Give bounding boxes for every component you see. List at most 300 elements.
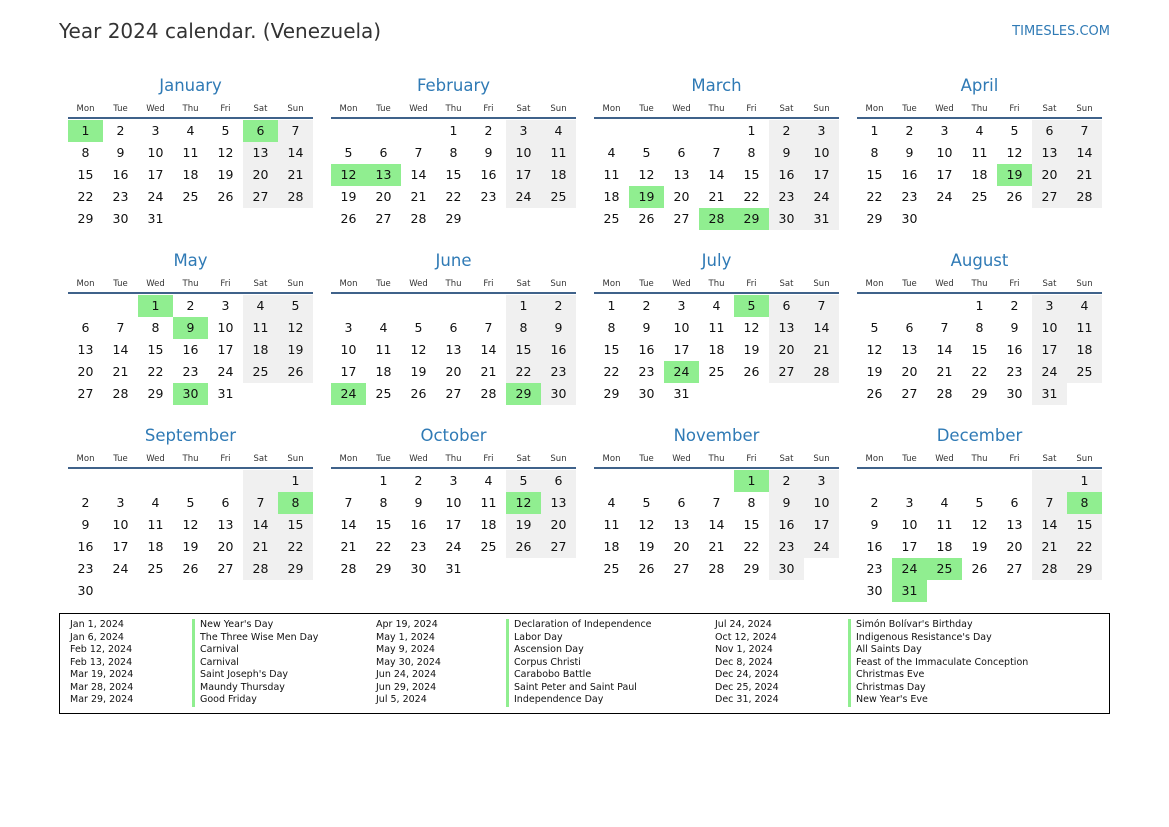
weekday-label: Sat	[253, 454, 268, 464]
weekday-header	[331, 99, 576, 119]
day-cell: 12	[410, 342, 427, 357]
day-cell: 29	[278, 558, 313, 580]
day-cell: 3	[221, 298, 230, 313]
weekday-header	[857, 274, 1102, 294]
day-cell: 12	[638, 167, 655, 182]
day-cell: 27	[243, 186, 278, 208]
day-cell: 3	[151, 123, 160, 138]
weekday-label: Tue	[113, 454, 128, 464]
weekday-label: Tue	[376, 104, 391, 114]
day-cell: 4	[607, 495, 616, 510]
empty-cell	[68, 295, 103, 317]
month-november	[594, 423, 839, 598]
day-cell: 19	[182, 539, 199, 554]
holiday-date: Mar 19, 2024	[70, 669, 134, 680]
day-cell: 16	[410, 517, 427, 532]
weekday-label: Fri	[746, 279, 757, 289]
day-cell: 13	[541, 492, 576, 514]
page-title: Year 2024 calendar. (Venezuela)	[59, 19, 382, 43]
day-cell: 22	[506, 361, 541, 383]
day-cell: 12	[638, 517, 655, 532]
day-cell: 3	[804, 120, 839, 142]
day-cell: 20	[445, 364, 462, 379]
day-cell: 10	[1032, 317, 1067, 339]
weekday-label: Wed	[146, 279, 165, 289]
day-cell: 13	[769, 317, 804, 339]
day-cell: 7	[804, 295, 839, 317]
day-cell: 14	[278, 142, 313, 164]
day-cell: 19	[743, 342, 760, 357]
day-cell: 10	[340, 342, 357, 357]
day-cell: 27	[769, 361, 804, 383]
day-cell: 17	[445, 517, 462, 532]
empty-cell	[366, 120, 401, 142]
day-cell: 10	[804, 492, 839, 514]
day-cell: 28	[1032, 558, 1067, 580]
day-cell: 7	[243, 492, 278, 514]
weekday-label: Tue	[639, 454, 654, 464]
weekday-label: Wed	[672, 454, 691, 464]
day-cell: 5	[278, 295, 313, 317]
weekday-label: Wed	[409, 454, 428, 464]
day-cell: 3	[116, 495, 125, 510]
day-cell: 1	[449, 123, 458, 138]
day-cell: 27	[217, 561, 234, 576]
month-march	[594, 73, 839, 248]
day-cell: 27	[445, 386, 462, 401]
holiday-name: Christmas Day	[856, 681, 926, 693]
weekday-header	[68, 99, 313, 119]
days-grid	[331, 295, 576, 405]
weekday-label: Fri	[220, 454, 231, 464]
holiday-day-cell: 12	[506, 492, 541, 514]
weekday-label: Mon	[602, 454, 621, 464]
day-cell: 21	[936, 364, 953, 379]
day-cell: 27	[1006, 561, 1023, 576]
weekday-label: Wed	[935, 454, 954, 464]
day-cell: 8	[747, 145, 756, 160]
day-cell: 31	[1032, 383, 1067, 405]
day-cell: 5	[870, 320, 879, 335]
holiday-date: Jun 24, 2024	[376, 669, 437, 680]
day-cell: 1	[870, 123, 879, 138]
month-december	[857, 423, 1102, 598]
month-february	[331, 73, 576, 248]
day-cell: 17	[804, 514, 839, 536]
empty-cell	[436, 295, 471, 317]
day-cell: 15	[147, 342, 164, 357]
month-september	[68, 423, 313, 598]
day-cell: 16	[541, 339, 576, 361]
day-cell: 15	[445, 167, 462, 182]
weekday-label: Thu	[182, 454, 199, 464]
day-cell: 9	[1010, 320, 1019, 335]
weekday-label: Mon	[339, 454, 358, 464]
day-cell: 26	[278, 361, 313, 383]
day-cell: 21	[1032, 536, 1067, 558]
day-cell: 28	[243, 558, 278, 580]
day-cell: 18	[182, 167, 199, 182]
weekday-label: Tue	[376, 279, 391, 289]
holiday-date: May 30, 2024	[376, 656, 441, 668]
day-cell: 18	[971, 167, 988, 182]
holiday-name: Independence Day	[514, 694, 604, 705]
day-cell: 16	[769, 514, 804, 536]
days-grid	[331, 470, 576, 580]
holiday-name: New Year's Day	[200, 619, 274, 630]
day-cell: 29	[147, 386, 164, 401]
day-cell: 22	[445, 189, 462, 204]
day-cell: 3	[677, 298, 686, 313]
day-cell: 6	[449, 320, 458, 335]
day-cell: 20	[243, 164, 278, 186]
day-cell: 3	[940, 123, 949, 138]
day-cell: 5	[642, 495, 651, 510]
empty-cell	[857, 295, 892, 317]
day-cell: 24	[804, 186, 839, 208]
day-cell: 13	[77, 342, 94, 357]
day-cell: 20	[673, 539, 690, 554]
day-cell: 4	[1067, 295, 1102, 317]
day-cell: 17	[340, 364, 357, 379]
day-cell: 22	[866, 189, 883, 204]
day-cell: 10	[804, 142, 839, 164]
day-cell: 15	[77, 167, 94, 182]
holiday-day-cell: 5	[734, 295, 769, 317]
weekday-label: Sun	[813, 454, 830, 464]
weekday-label: Sat	[1042, 104, 1057, 114]
day-cell: 26	[743, 364, 760, 379]
weekday-label: Tue	[639, 279, 654, 289]
month-name: September	[144, 426, 237, 445]
day-cell: 22	[743, 539, 760, 554]
day-cell: 20	[375, 189, 392, 204]
day-cell: 14	[708, 517, 725, 532]
days-grid	[68, 295, 313, 405]
day-cell: 10	[147, 145, 164, 160]
day-cell: 18	[480, 517, 497, 532]
day-cell: 25	[603, 211, 620, 226]
day-cell: 29	[971, 386, 988, 401]
holiday-day-cell: 24	[331, 383, 366, 405]
day-cell: 10	[506, 142, 541, 164]
holiday-date: Oct 12, 2024	[715, 631, 777, 643]
holiday-day-cell: 1	[68, 120, 103, 142]
day-cell: 15	[743, 167, 760, 182]
weekday-label: Wed	[672, 104, 691, 114]
weekday-label: Sat	[779, 279, 794, 289]
weekday-label: Fri	[220, 104, 231, 114]
holiday-name: Saint Joseph's Day	[200, 669, 289, 680]
day-cell: 21	[410, 189, 427, 204]
weekday-label: Sun	[287, 454, 304, 464]
holiday-dates-column	[70, 619, 133, 707]
day-cell: 9	[484, 145, 493, 160]
day-cell: 16	[182, 342, 199, 357]
day-cell: 25	[971, 189, 988, 204]
weekday-label: Sun	[287, 279, 304, 289]
day-cell: 4	[243, 295, 278, 317]
weekday-label: Sat	[516, 104, 531, 114]
day-cell: 25	[1067, 361, 1102, 383]
day-cell: 29	[866, 211, 883, 226]
day-cell: 17	[147, 167, 164, 182]
day-cell: 2	[81, 495, 90, 510]
day-cell: 23	[112, 189, 129, 204]
weekday-header	[857, 99, 1102, 119]
holiday-name: Feast of the Immaculate Conception	[856, 656, 1029, 668]
days-grid	[68, 120, 313, 230]
empty-cell	[664, 470, 699, 492]
day-cell: 23	[1006, 364, 1023, 379]
holiday-day-cell: 13	[366, 164, 401, 186]
day-cell: 21	[1067, 164, 1102, 186]
month-name: November	[673, 426, 760, 445]
day-cell: 9	[870, 517, 879, 532]
day-cell: 21	[340, 539, 357, 554]
weekday-label: Wed	[146, 454, 165, 464]
days-grid	[594, 295, 839, 405]
weekday-label: Sun	[550, 104, 567, 114]
weekday-label: Mon	[76, 104, 95, 114]
day-cell: 14	[243, 514, 278, 536]
day-cell: 24	[1032, 361, 1067, 383]
holiday-day-cell: 28	[699, 208, 734, 230]
day-cell: 20	[901, 364, 918, 379]
day-cell: 13	[901, 342, 918, 357]
weekday-label: Thu	[971, 454, 988, 464]
holiday-date: Dec 8, 2024	[715, 656, 773, 668]
weekday-label: Sun	[1076, 279, 1093, 289]
holiday-dates-column	[715, 619, 779, 707]
holiday-date: Dec 24, 2024	[715, 669, 779, 680]
day-cell: 2	[642, 298, 651, 313]
day-cell: 26	[971, 561, 988, 576]
empty-cell	[401, 120, 436, 142]
day-cell: 4	[541, 120, 576, 142]
empty-cell	[138, 470, 173, 492]
day-cell: 7	[116, 320, 125, 335]
holiday-name: Carnival	[200, 644, 239, 655]
empty-cell	[997, 470, 1032, 492]
day-cell: 21	[278, 164, 313, 186]
day-cell: 10	[901, 517, 918, 532]
day-cell: 6	[221, 495, 230, 510]
day-cell: 7	[414, 145, 423, 160]
day-cell: 25	[603, 561, 620, 576]
empty-cell	[243, 470, 278, 492]
day-cell: 2	[905, 123, 914, 138]
day-cell: 22	[1067, 536, 1102, 558]
weekday-label: Thu	[445, 104, 462, 114]
weekday-label: Mon	[602, 104, 621, 114]
day-cell: 30	[866, 583, 883, 598]
day-cell: 22	[603, 364, 620, 379]
day-cell: 18	[147, 539, 164, 554]
day-cell: 16	[638, 342, 655, 357]
day-cell: 20	[541, 514, 576, 536]
weekday-label: Wed	[409, 279, 428, 289]
day-cell: 25	[243, 361, 278, 383]
holiday-day-cell: 19	[629, 186, 664, 208]
day-cell: 12	[1006, 145, 1023, 160]
day-cell: 8	[506, 317, 541, 339]
day-cell: 12	[217, 145, 234, 160]
day-cell: 15	[1067, 514, 1102, 536]
day-cell: 6	[769, 295, 804, 317]
holiday-name: Labor Day	[514, 631, 563, 643]
day-cell: 28	[1067, 186, 1102, 208]
holiday-date: Feb 12, 2024	[70, 644, 133, 655]
day-cell: 28	[804, 361, 839, 383]
day-cell: 15	[603, 342, 620, 357]
weekday-label: Thu	[708, 454, 725, 464]
day-cell: 21	[243, 536, 278, 558]
empty-cell	[331, 470, 366, 492]
day-cell: 13	[1006, 517, 1023, 532]
day-cell: 6	[1032, 120, 1067, 142]
day-cell: 3	[804, 470, 839, 492]
day-cell: 22	[147, 364, 164, 379]
day-cell: 12	[278, 317, 313, 339]
day-cell: 4	[484, 473, 493, 488]
day-cell: 1	[278, 470, 313, 492]
day-cell: 9	[769, 492, 804, 514]
day-cell: 19	[971, 539, 988, 554]
weekday-header	[68, 449, 313, 469]
day-cell: 15	[743, 517, 760, 532]
weekday-label: Fri	[483, 454, 494, 464]
day-cell: 25	[541, 186, 576, 208]
weekday-header	[331, 449, 576, 469]
weekday-label: Mon	[339, 279, 358, 289]
weekday-label: Sat	[779, 454, 794, 464]
holiday-day-cell: 8	[1067, 492, 1102, 514]
day-cell: 29	[603, 386, 620, 401]
days-grid	[331, 120, 576, 230]
day-cell: 12	[182, 517, 199, 532]
brand-link[interactable]: TIMESLES.COM	[1012, 24, 1110, 39]
weekday-label: Sun	[1076, 104, 1093, 114]
day-cell: 30	[77, 583, 94, 598]
day-cell: 15	[866, 167, 883, 182]
day-cell: 21	[112, 364, 129, 379]
day-cell: 6	[677, 495, 686, 510]
weekday-label: Mon	[865, 104, 884, 114]
empty-cell	[962, 470, 997, 492]
day-cell: 28	[480, 386, 497, 401]
day-cell: 23	[638, 364, 655, 379]
day-cell: 12	[743, 320, 760, 335]
day-cell: 5	[975, 495, 984, 510]
holiday-date: Feb 13, 2024	[70, 656, 133, 668]
month-name: July	[701, 251, 732, 270]
day-cell: 19	[410, 364, 427, 379]
day-cell: 22	[278, 536, 313, 558]
day-cell: 18	[1067, 339, 1102, 361]
day-cell: 29	[1067, 558, 1102, 580]
weekday-header	[594, 274, 839, 294]
day-cell: 17	[112, 539, 129, 554]
empty-cell	[103, 470, 138, 492]
day-cell: 17	[804, 164, 839, 186]
day-cell: 3	[449, 473, 458, 488]
day-cell: 26	[182, 561, 199, 576]
day-cell: 28	[112, 386, 129, 401]
weekday-label: Mon	[76, 279, 95, 289]
day-cell: 23	[77, 561, 94, 576]
day-cell: 11	[603, 517, 620, 532]
day-cell: 2	[1010, 298, 1019, 313]
holiday-day-cell: 24	[892, 558, 927, 580]
day-cell: 25	[708, 364, 725, 379]
empty-cell	[1032, 470, 1067, 492]
day-cell: 19	[638, 539, 655, 554]
day-cell: 6	[379, 145, 388, 160]
day-cell: 12	[866, 342, 883, 357]
day-cell: 8	[81, 145, 90, 160]
holiday-date: May 1, 2024	[376, 631, 435, 643]
day-cell: 15	[506, 339, 541, 361]
day-cell: 30	[638, 386, 655, 401]
day-cell: 27	[1032, 186, 1067, 208]
empty-cell	[471, 295, 506, 317]
day-cell: 17	[673, 342, 690, 357]
day-cell: 17	[936, 167, 953, 182]
day-cell: 9	[541, 317, 576, 339]
day-cell: 2	[769, 120, 804, 142]
weekday-label: Mon	[602, 279, 621, 289]
day-cell: 11	[936, 517, 953, 532]
day-cell: 25	[480, 539, 497, 554]
weekday-label: Fri	[746, 454, 757, 464]
holiday-date: Jan 1, 2024	[70, 619, 124, 630]
day-cell: 14	[1067, 142, 1102, 164]
holiday-day-cell: 12	[331, 164, 366, 186]
weekday-label: Mon	[865, 454, 884, 464]
day-cell: 6	[81, 320, 90, 335]
holiday-day-cell: 30	[173, 383, 208, 405]
holiday-name: All Saints Day	[856, 644, 922, 655]
day-cell: 27	[673, 561, 690, 576]
day-cell: 20	[769, 339, 804, 361]
day-cell: 2	[414, 473, 423, 488]
holiday-name: Simón Bolívar's Birthday	[856, 619, 973, 630]
day-cell: 7	[712, 145, 721, 160]
weekday-label: Sun	[550, 454, 567, 464]
day-cell: 29	[77, 211, 94, 226]
weekday-label: Tue	[113, 279, 128, 289]
empty-cell	[892, 295, 927, 317]
day-cell: 3	[905, 495, 914, 510]
weekday-label: Fri	[1009, 454, 1020, 464]
weekday-label: Sun	[550, 279, 567, 289]
day-cell: 18	[375, 364, 392, 379]
day-cell: 1	[506, 295, 541, 317]
empty-cell	[699, 470, 734, 492]
day-cell: 1	[607, 298, 616, 313]
holiday-date: Jan 6, 2024	[70, 631, 124, 643]
days-grid	[857, 295, 1102, 405]
day-cell: 31	[673, 386, 690, 401]
weekday-label: Thu	[971, 279, 988, 289]
day-cell: 4	[186, 123, 195, 138]
day-cell: 30	[410, 561, 427, 576]
day-cell: 28	[340, 561, 357, 576]
day-cell: 19	[506, 514, 541, 536]
day-cell: 14	[480, 342, 497, 357]
weekday-header	[857, 449, 1102, 469]
